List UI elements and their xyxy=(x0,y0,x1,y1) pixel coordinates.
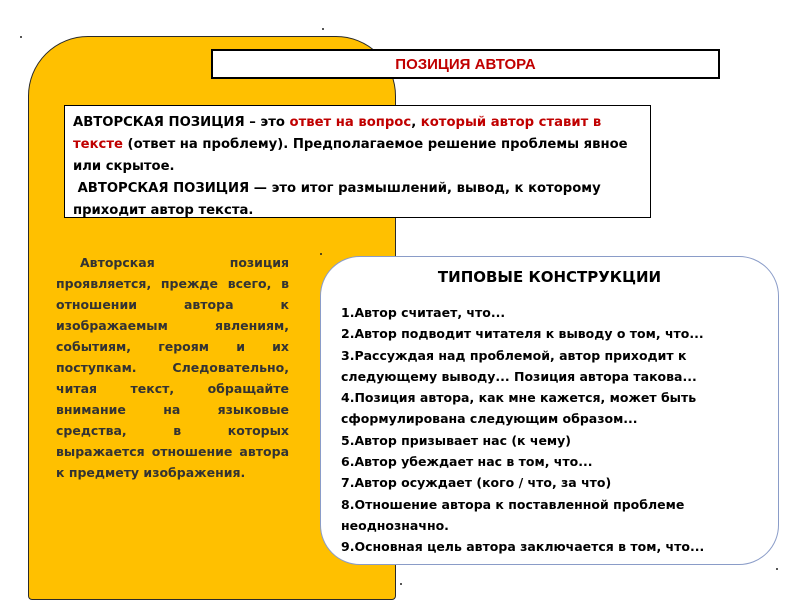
list-item: 1.Автор считает, что... xyxy=(341,305,506,320)
decor-dot xyxy=(322,28,324,30)
position-explanation: Авторская позиция проявляется, прежде всего, в отношении автора к изображаемым явлениям, событиям, героям и их поступкам. Следовательно, читая текст, обращайте внимание на языковые средства, в которых выражается отношение автора к предмету изображения. xyxy=(56,255,289,480)
definition-paragraph-1 xyxy=(73,112,642,178)
definition-paragraph-2 xyxy=(73,178,642,222)
constructions-title: ТИПОВЫЕ КОНСТРУКЦИИ xyxy=(437,268,662,286)
definition-highlight-question: ответ на вопрос xyxy=(289,115,412,130)
decor-dot xyxy=(20,36,22,38)
decor-dot xyxy=(320,253,322,255)
list-item: 6.Автор убеждает нас в том, что... xyxy=(341,454,593,470)
list-item: 3.Рассуждая над проблемой, автор приходит к следующему выводу... Позиция автора такова... xyxy=(341,347,697,384)
constructions-box xyxy=(320,256,779,565)
list-item: 7.Автор осуждает (кого / что, за что) xyxy=(341,475,612,491)
list-item: 2.Автор подводит читателя к выводу о том, что... xyxy=(341,326,704,342)
definition-text: АВТОРСКАЯ ПОЗИЦИЯ – это xyxy=(73,115,290,130)
slide-title-text: ПОЗИЦИЯ АВТОРА xyxy=(395,55,536,73)
constructions-list xyxy=(341,302,771,558)
definition-text: , xyxy=(411,115,421,130)
definition-highlight-author: который автор ставит в тексте xyxy=(73,115,602,152)
definition-box xyxy=(64,105,651,218)
list-item: 8.Отношение автора к поставленной проблеме неоднозначно. xyxy=(341,496,685,533)
definition-text: АВТОРСКАЯ ПОЗИЦИЯ — это итог размышлений, вывод, к которому приходит автор текста. xyxy=(73,181,601,218)
decor-dot xyxy=(400,583,402,585)
definition-text: (ответ на проблему). Предполагаемое решение проблемы явное или скрытое. xyxy=(73,137,628,174)
slide-title xyxy=(211,49,720,79)
list-item: 5.Автор призывает нас (к чему) xyxy=(341,432,572,448)
list-item: 4.Позиция автора, как мне кажется, может быть сформулирована следующим образом... xyxy=(341,390,697,427)
list-item: 9.Основная цель автора заключается в том, что... xyxy=(341,539,705,555)
decor-dot xyxy=(776,568,778,570)
